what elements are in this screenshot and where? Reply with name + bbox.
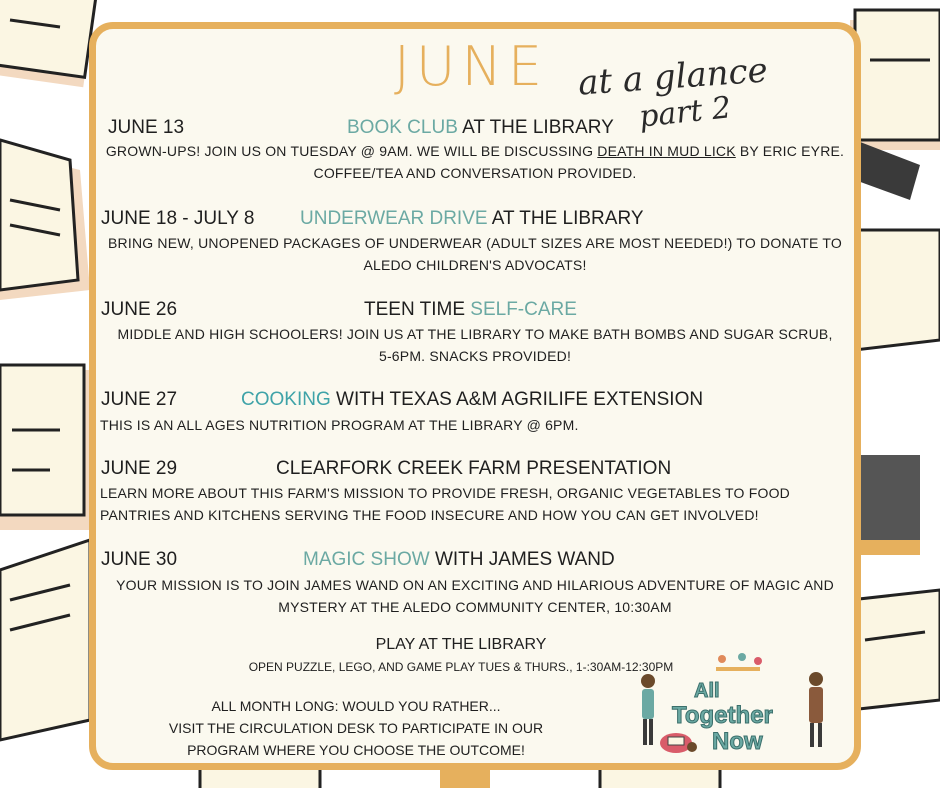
event-title-highlight: BOOK CLUB [347, 117, 458, 138]
event-title [303, 549, 615, 571]
event-description-line: MIDDLE AND HIGH SCHOOLERS! JOIN US AT THE LIBRARY TO MAKE BATH BOMBS AND SUGAR SCRUB, [117, 326, 833, 342]
event-description-line: 5-6PM. SNACKS PROVIDED! [378, 348, 572, 364]
logo-figure-right [809, 672, 823, 747]
logo-figures-top [716, 653, 762, 671]
logo-text-together: Together [672, 702, 773, 729]
book-illustration-right-1 [850, 10, 940, 150]
month-title: JUNE [394, 35, 548, 98]
event-title-highlight: SELF-CARE [470, 299, 577, 320]
event-date: JUNE 13 [108, 117, 185, 138]
event-date: JUNE 26 [101, 299, 178, 320]
event-title-pre: TEEN TIME [364, 299, 471, 320]
event-description [96, 323, 854, 367]
event-description-line: BRING NEW, UNOPENED PACKAGES OF UNDERWEAR (ADULT SIZES ARE MOST NEEDED!) TO DONATE TO [108, 235, 842, 251]
month-long-line: VISIT THE CIRCULATION DESK TO PARTICIPATE IN OUR [168, 720, 544, 736]
book-illustration-left-2 [0, 365, 90, 530]
event-date: JUNE 27 [101, 389, 178, 410]
event-description-line: THIS IS AN ALL AGES NUTRITION PROGRAM AT THE LIBRARY @ 6PM. [100, 417, 579, 433]
event-title [300, 208, 644, 230]
logo-reading-children [660, 733, 697, 753]
logo-text-all: All [694, 680, 720, 702]
event-title-highlight: COOKING [241, 389, 331, 410]
book-illustration-left-3 [0, 540, 90, 740]
event-title-highlight: MAGIC SHOW [303, 549, 430, 570]
month-long-block [146, 695, 566, 761]
subtitle-part: part 2 [637, 90, 733, 135]
event-title-rest: WITH JAMES WAND [429, 549, 615, 570]
book-illustration-top-left [0, 0, 97, 87]
month-long-line: ALL MONTH LONG: WOULD YOU RATHER... [211, 698, 501, 714]
event-title [364, 299, 577, 321]
event-title: CLEARFORK CREEK FARM PRESENTATION [276, 458, 672, 479]
book-title: DEATH IN MUD LICK [597, 143, 736, 159]
event-description-line: LEARN MORE ABOUT THIS FARM'S MISSION TO PROVIDE FRESH, ORGANIC VEGETABLES TO FOOD [100, 485, 790, 501]
event-date: JUNE 29 [101, 458, 178, 479]
event-title-highlight: UNDERWEAR DRIVE [300, 208, 488, 229]
event-description-line: COFFEE/TEA AND CONVERSATION PROVIDED. [313, 165, 637, 181]
book-illustration-right-4 [850, 590, 940, 710]
logo-text-now: Now [712, 728, 763, 755]
event-description-line [96, 140, 854, 162]
event-title [241, 389, 703, 411]
event-title-rest: AT THE LIBRARY [457, 117, 614, 138]
play-description: OPEN PUZZLE, LEGO, AND GAME PLAY TUES & THURS., 1-:30AM-12:30PM [248, 660, 674, 674]
event-title-rest: AT THE LIBRARY [487, 208, 644, 229]
event-description-line: YOUR MISSION IS TO JOIN JAMES WAND ON AN EXCITING AND HILARIOUS ADVENTURE OF MAGIC AND [116, 577, 834, 593]
event-title [347, 117, 614, 139]
event-date: JUNE 18 - JULY 8 [101, 208, 255, 229]
event-description-line: ALEDO CHILDREN'S ADVOCATS! [363, 257, 587, 273]
logo-figure-left [641, 674, 655, 745]
event-description-line: PANTRIES AND KITCHENS SERVING THE FOOD INSECURE AND HOW YOU CAN GET INVOLVED! [100, 507, 759, 523]
event-description [96, 232, 854, 276]
all-together-now-logo [632, 651, 832, 761]
event-description [96, 574, 854, 618]
play-title: PLAY AT THE LIBRARY [375, 636, 547, 653]
event-description [100, 482, 858, 526]
calendar-card [89, 22, 861, 770]
desc-text: BY ERIC EYRE. [735, 143, 845, 159]
desc-text: GROWN-UPS! JOIN US ON TUESDAY @ 9AM. WE WILL BE DISCUSSING [105, 143, 598, 159]
month-long-line: PROGRAM WHERE YOU CHOOSE THE OUTCOME! [187, 742, 525, 758]
event-description [100, 414, 858, 436]
event-title-rest: WITH TEXAS A&M AGRILIFE EXTENSION [330, 389, 704, 410]
subtitle-at-a-glance: at a glance [576, 50, 769, 104]
event-description-line: MYSTERY AT THE ALEDO COMMUNITY CENTER, 10:30AM [278, 599, 672, 615]
event-date: JUNE 30 [101, 549, 178, 570]
event-description [96, 140, 854, 184]
